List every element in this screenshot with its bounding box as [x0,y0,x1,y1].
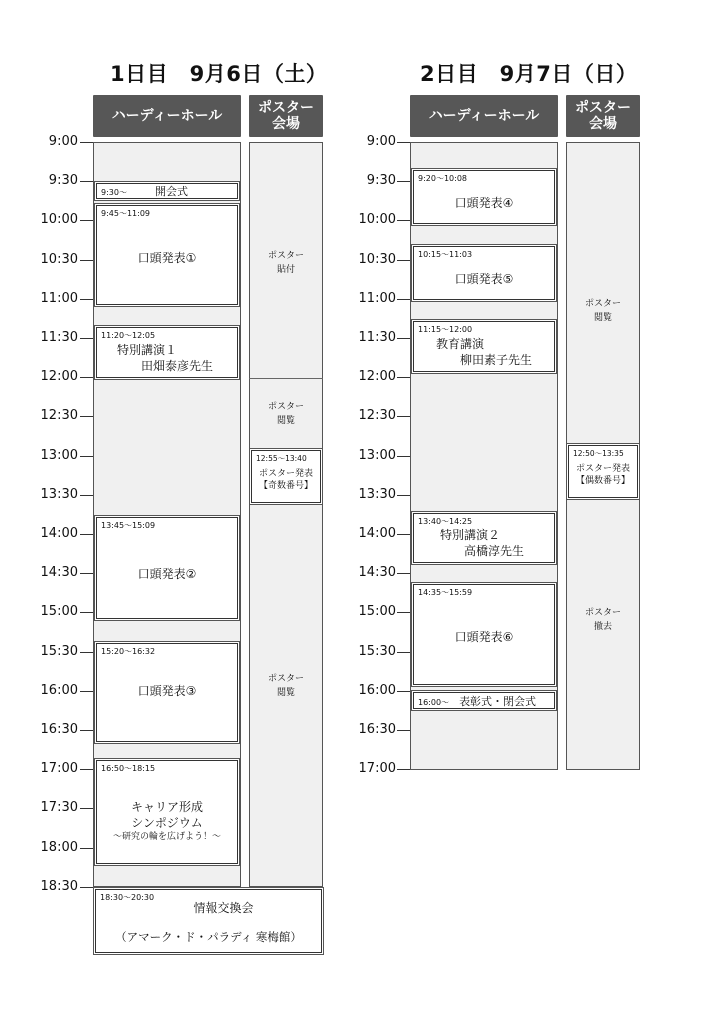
day1-time-tick [80,612,93,613]
awards-closing-ceremony [413,692,555,709]
opening-ceremony [96,183,238,199]
day1-time-tick [80,377,93,378]
day1-time-tick [80,416,93,417]
day1-time-tick [80,769,93,770]
oral6-title: 口頭発表⑥ [454,630,514,644]
day2-time-tick [397,495,410,496]
oral3-title: 口頭発表③ [137,684,197,698]
day2-time-tick [397,534,410,535]
day2-time-label: 12:30 [358,408,396,424]
day1-time-label: 10:30 [40,251,78,267]
oral1-time: 9:45〜11:09 [101,209,151,218]
day1-time-label: 18:00 [40,839,78,855]
day1-poster-viewing-2: ポスター 閲覧 [267,674,304,698]
day1-time-tick [80,181,93,182]
day2-time-tick [397,260,410,261]
day1-time-label: 17:30 [40,800,78,816]
oral2-title: 口頭発表② [137,567,197,581]
oral4-title: 口頭発表④ [454,196,514,210]
day2-poster-venue-header: ポスター 会場 [566,95,640,137]
day1-poster-viewing-1: ポスター 閲覧 [267,402,304,426]
day2-time-tick [397,299,410,300]
day1-time-label: 15:30 [40,643,78,659]
opening-title: 開会式 [154,185,188,198]
closing-title: 表彰式・閉会式 [459,694,537,708]
closing-time: 16:00〜 [418,697,450,707]
day1-time-label: 13:00 [40,447,78,463]
day1-poster-mounting: ポスター 貼付 [267,251,304,275]
special-lecture-2 [413,513,555,563]
day2-time-label: 11:30 [358,330,396,345]
symposium-time: 16:50〜18:15 [101,764,156,773]
oral-presentation-4 [413,170,555,224]
exchange-title: 情報交換会 [193,901,254,915]
day1-time-tick [80,573,93,574]
oral-presentation-5 [413,246,555,300]
day1-time-tick [80,495,93,496]
day2-time-tick [397,691,410,692]
day1-time-label: 9:30 [48,173,78,189]
day1-time-tick [80,730,93,731]
day1-time-tick [80,260,93,261]
day2-time-tick [397,456,410,457]
day2-time-label: 13:00 [358,447,396,463]
day1-time-label: 16:30 [40,722,78,737]
day2-time-label: 10:30 [358,251,396,267]
day2-time-tick [397,612,410,613]
day2-time-tick [397,338,410,339]
day1-time-tick [80,691,93,692]
day2-time-label: 9:00 [366,134,396,149]
day2-poster-removal: ポスター 撤去 [584,608,621,632]
special1-time: 11:20〜12:05 [101,331,156,340]
oral-presentation-2 [96,517,238,619]
day2-poster-pres-time: 12:50〜13:35 [573,449,624,458]
day2-time-label: 17:00 [358,761,396,777]
exchange-place: （アマーク・ド・パラディ 寒梅館） [115,930,302,944]
oral6-time: 14:35〜15:59 [418,588,473,597]
day2-poster-pres-title: ポスター発表 【偶数番号】 [575,464,630,487]
day1-poster-divider [249,378,323,379]
day1-time-label: 15:00 [40,604,78,620]
symposium-subtitle: 〜研究の輪を広げよう！〜 [112,832,221,842]
day2-time-label: 10:00 [358,212,396,228]
oral-presentation-6 [413,584,555,685]
day2-time-tick [397,416,410,417]
oral4-time: 9:20〜10:08 [418,174,468,183]
day2-time-tick [397,181,410,182]
day1-time-tick [80,808,93,809]
day2-poster-presentation [568,445,638,498]
day1-poster-pres-title: ポスター発表 【奇数番号】 [258,469,313,492]
day2-time-tick [397,573,410,574]
day2-time-tick [397,220,410,221]
oral-presentation-1 [96,205,238,305]
day2-time-tick [397,730,410,731]
day1-time-label: 14:00 [40,526,78,541]
day2-time-tick [397,377,410,378]
networking-reception [95,889,322,953]
day1-time-label: 9:00 [48,134,78,149]
opening-time: 9:30〜 [101,188,127,197]
day2-time-tick [397,652,410,653]
day1-time-label: 18:30 [40,878,78,894]
education-time: 11:15〜12:00 [418,325,473,334]
day1-time-label: 11:30 [40,330,78,345]
education-lecture [413,321,555,372]
career-symposium [96,760,238,864]
day1-time-label: 13:30 [40,486,78,502]
day1-time-tick [80,534,93,535]
day2-time-tick [397,769,410,770]
day1-poster-presentation [251,450,321,503]
oral2-time: 13:45〜15:09 [101,521,156,530]
day2-time-label: 11:00 [358,290,396,306]
oral5-title: 口頭発表⑤ [454,272,514,286]
day2-time-label: 15:00 [358,604,396,620]
education-title: 教育講演 柳田素子先生 [436,337,533,368]
oral5-time: 10:15〜11:03 [418,250,473,259]
oral1-title: 口頭発表① [137,251,197,265]
day2-time-label: 13:30 [358,486,396,502]
day1-hall-header: ハーディーホール [93,95,241,137]
day2-time-label: 16:00 [358,682,396,698]
day1-time-label: 14:30 [40,565,78,581]
special-lecture-1 [96,327,238,378]
day1-time-tick [80,652,93,653]
day2-title: 2日目 9月7日（日） [420,62,638,86]
day2-hall-header: ハーディーホール [410,95,558,137]
oral-presentation-3 [96,643,238,742]
day2-poster-viewing: ポスター 閲覧 [584,299,621,323]
day1-time-label: 16:00 [40,682,78,698]
day1-time-label: 12:00 [40,369,78,385]
day1-time-tick [80,848,93,849]
day2-time-label: 14:30 [358,565,396,581]
day1-time-label: 17:00 [40,761,78,777]
symposium-title: キャリア形成 シンポジウム [130,800,203,831]
day1-time-tick [80,299,93,300]
day1-time-label: 11:00 [40,290,78,306]
day1-time-tick [80,220,93,221]
day1-title: 1日目 9月6日（土） [110,62,328,86]
special2-time: 13:40〜14:25 [418,517,473,526]
special2-title: 特別講演２ 高橋淳先生 [440,528,525,559]
day1-time-tick [80,887,93,888]
day2-time-label: 14:00 [358,526,396,541]
day2-time-label: 9:30 [366,173,396,189]
day1-poster-pres-time: 12:55〜13:40 [256,454,307,463]
day2-time-tick [397,142,410,143]
special1-title: 特別講演１ 田畑泰彦先生 [117,343,214,374]
day2-time-label: 16:30 [358,722,396,737]
oral3-time: 15:20〜16:32 [101,647,156,656]
day2-time-label: 12:00 [358,369,396,385]
day1-time-tick [80,142,93,143]
exchange-time: 18:30〜20:30 [100,893,155,902]
day2-time-label: 15:30 [358,643,396,659]
day1-time-label: 12:30 [40,408,78,424]
day1-time-label: 10:00 [40,212,78,228]
day1-time-tick [80,456,93,457]
day1-time-tick [80,338,93,339]
day1-poster-venue-header: ポスター 会場 [249,95,323,137]
